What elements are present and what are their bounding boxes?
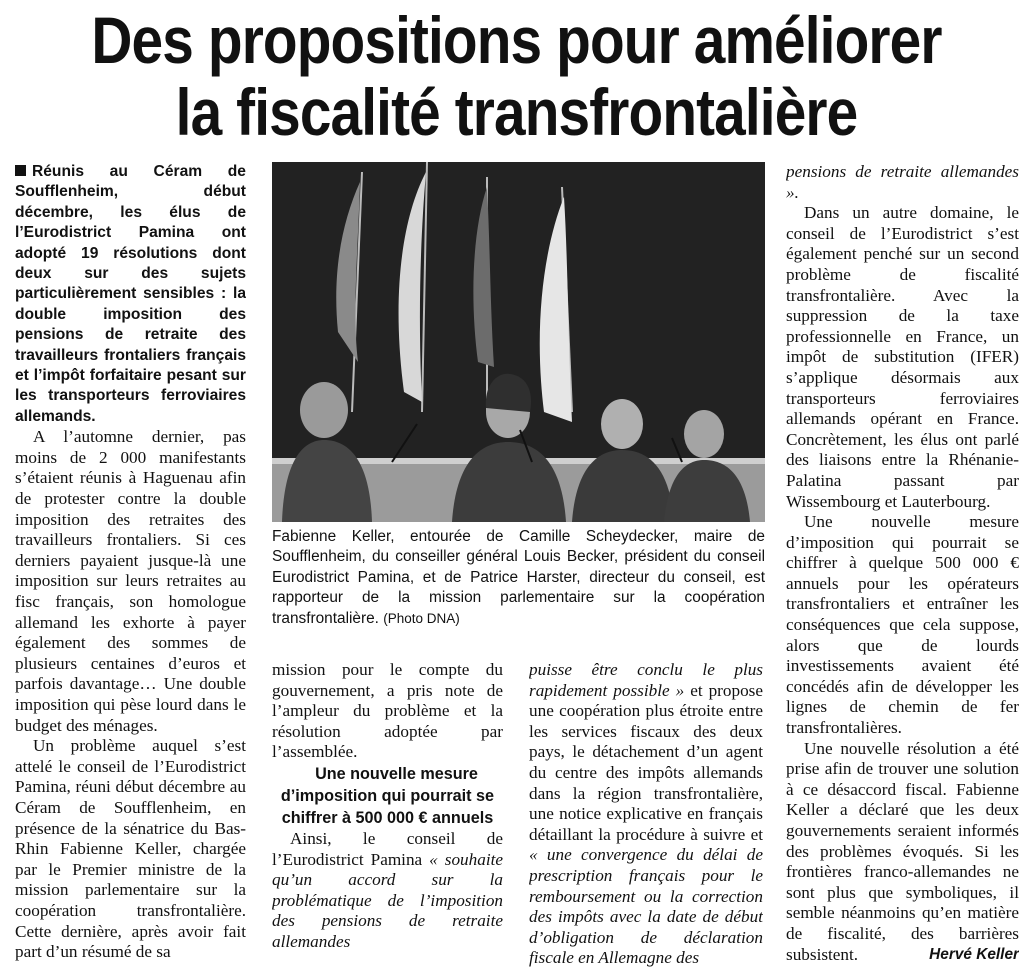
paragraph-text: et propose une coopération plus étroite entre les services fiscaux des deux pays, le détachement d’un agent du centre des impôts allemands dans la région transfrontalière, une notice explicative en français détaillant la procédure à suivre et: [529, 680, 763, 844]
article-column-2: [272, 660, 503, 980]
headline-line-2: la fiscalité transfrontalière: [175, 75, 858, 149]
article-column-4: [786, 162, 1019, 980]
paragraph: [786, 162, 1019, 203]
lead-text: Réunis au Céram de Soufflenheim, début décembre, les élus de l’Eurodistrict Pamina ont adopté 19 résolutions dont deux sur des sujets particulièrement sensibles : la double imposition des pensions de retraite des travailleurs frontaliers français et l’impôt forfaitaire pesant sur les transporteurs ferroviaires allemands.: [15, 163, 246, 425]
article-photo: [272, 162, 765, 522]
paragraph-text: Ainsi, le conseil de l’Eurodistrict Pamina: [272, 828, 503, 869]
paragraph: [786, 739, 1019, 966]
lead-square-icon: [15, 165, 26, 176]
paragraph: mission pour le compte du gouvernement, a pris note de l’ampleur du problème et la résolution adoptée par l’assemblée.: [272, 660, 503, 762]
article-lead: [15, 162, 246, 427]
author-signature: Hervé Keller: [929, 945, 1019, 963]
paragraph: A l’automne dernier, pas moins de 2 000 manifestants s’étaient réunis à Haguenau afin de protester contre la double imposition des retraites des travailleurs frontaliers. Si ces derniers payaient jusque-là une imposition sur leurs retraites au fisc français, son homologue allemand les exhorte à payer également des sommes de plusieurs centaines d’euros et parfois davantage… Une double imposition qui pèse lourd dans le budget des ménages.: [15, 427, 246, 735]
paragraph: Une nouvelle mesure d’imposition qui pourrait se chiffrer à quelque 500 000 € annuels pour les opérateurs transfrontaliers et entraîner les conséquences que cela suppose, alors que de lourds investissements avaient été concédés afin de développer les lignes de chemin de fer transfrontalières.: [786, 512, 1019, 738]
photo-caption: [272, 527, 765, 629]
headline-line-1: Des propositions pour améliorer: [91, 3, 942, 77]
quote-text: « une convergence du délai de prescription français pour le remboursement ou la correction des impôts avec la date de début d’obligation de déclaration fiscale en Allemagne des: [529, 845, 763, 968]
paragraph: Dans un autre domaine, le conseil de l’Eurodistrict s’est également penché sur un second problème de fiscalité transfrontalière. Avec la suppression de la taxe professionnelle en France, un impôt de substitution (IFER) s’applique désormais aux transporteurs ferroviaires allemands opérant en France. Concrètement, les élus ont parlé des liaisons entre la Rhénanie-Palatina passant par Wissembourg et Lauterbourg.: [786, 203, 1019, 511]
quote-text: « souhaite qu’un accord sur la problématique de l’imposition des pensions de retraite allemandes: [272, 849, 503, 951]
paragraph: [529, 660, 763, 969]
paragraph-text: Une nouvelle résolution a été prise afin de trouver une solution à ce désaccord fiscal. Fabienne Keller a déclaré que les deux gouvernements seraient informés des problèmes évoqués. Si les frontières franco-allemandes ne sont plus que symboliques, il semble néanmoins qu’en matière de fiscalité, des barrières subsistent.: [786, 738, 1019, 964]
quote-text: pensions de retraite allemandes ».: [786, 162, 1019, 202]
photo-illustration: [272, 162, 765, 522]
caption-text: Fabienne Keller, entourée de Camille Scheydecker, maire de Soufflenheim, du conseiller général Louis Becker, président du conseil Eurodistrict Pamina, et de Patrice Harster, directeur du conseil, est rapporteur de la mission parlementaire sur la coopération transfrontalière.: [272, 528, 765, 627]
photo-credit: (Photo DNA): [383, 610, 460, 626]
headline: [72, 4, 960, 148]
quote-text: puisse être conclu le plus rapidement possible »: [529, 660, 763, 700]
paragraph: [272, 829, 503, 953]
paragraph: Un problème auquel s’est attelé le conseil de l’Eurodistrict Pamina, réuni début décembre au Céram de Soufflenheim, en présence de la sénatrice du Bas-Rhin Fabienne Keller, chargée par le Premier ministre de la mission parlementaire sur la coopération transfrontalière. Cette dernière, après avoir fait part d’un résumé de sa: [15, 736, 246, 962]
article-subhead: Une nouvelle mesure d’imposition qui pourrait se chiffrer à 500 000 € annuels: [280, 764, 495, 827]
article-column-1: [15, 162, 246, 980]
article-column-3: [529, 660, 763, 980]
